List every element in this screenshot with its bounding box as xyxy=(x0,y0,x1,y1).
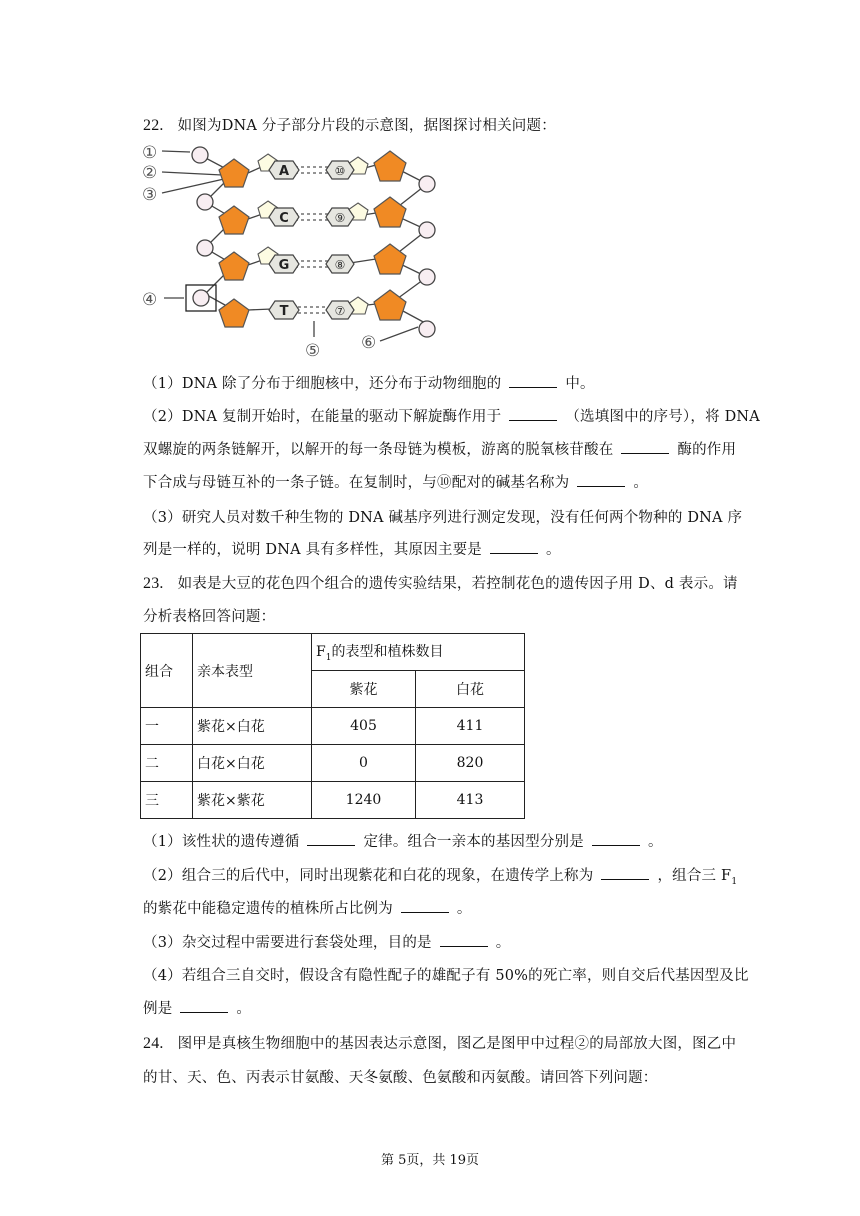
base-right-7: ⑦ xyxy=(334,304,346,318)
answer-blank[interactable] xyxy=(577,474,625,487)
q24-number: 24. xyxy=(143,1035,164,1052)
phosphate-right-2 xyxy=(419,222,435,238)
q23-part4-line1 xyxy=(143,964,749,985)
phosphate-left-4 xyxy=(193,290,209,306)
q23-stem-text: 如表是大豆的花色四个组合的遗传实验结果，若控制花色的遗传因子用 D、d 表示。请 xyxy=(177,576,738,592)
table-row xyxy=(141,708,525,745)
q22-stem-text: 如图为DNA 分子部分片段的示意图，据图探讨相关问题： xyxy=(177,118,556,134)
q23-part1 xyxy=(143,830,663,851)
dna-diagram xyxy=(140,137,450,362)
answer-blank[interactable] xyxy=(307,833,355,846)
base-right-10: ⑩ xyxy=(334,164,346,178)
sugar-left-4 xyxy=(219,299,249,327)
q23-p2-end: 。 xyxy=(456,901,472,917)
header-f1-sub: 1 xyxy=(325,652,332,663)
q23-stem-line1 xyxy=(143,572,738,593)
q23-stem-text-2: 分析表格回答问题： xyxy=(143,609,276,625)
q22-part3-line2 xyxy=(143,538,561,559)
cell-parents: 白花×白花 xyxy=(193,745,312,782)
q22-stem xyxy=(143,114,556,135)
cell-group: 一 xyxy=(141,708,193,745)
answer-blank[interactable] xyxy=(180,1000,228,1013)
q23-p4-end: 。 xyxy=(236,1001,252,1017)
answer-blank[interactable] xyxy=(509,408,557,421)
sugar-left-2 xyxy=(219,206,249,234)
header-white: 白花 xyxy=(416,671,525,708)
callout-3: ③ xyxy=(142,185,158,205)
q22-p2-text-d: 酶的作用 xyxy=(677,442,737,458)
cell-purple: 405 xyxy=(312,708,416,745)
q22-number: 22. xyxy=(143,117,164,134)
q22-p3-text-b: 列是一样的，说明 DNA 具有多样性，其原因主要是 xyxy=(143,542,483,558)
base-left-3: G xyxy=(278,258,290,273)
sugar-right-3 xyxy=(374,244,406,274)
results-table xyxy=(140,633,525,819)
phosphate-left-1 xyxy=(192,147,208,163)
phosphate-right-4 xyxy=(419,321,435,337)
q22-p1-text: （1）DNA 除了分布于细胞核中，还分布于动物细胞的 xyxy=(143,376,502,392)
q22-part1 xyxy=(143,372,595,393)
q22-p2-text-c: 双螺旋的两条链解开，以解开的每一条母链为模板，游离的脱氧核苷酸在 xyxy=(143,442,614,458)
cell-white: 411 xyxy=(416,708,525,745)
q22-p3-text: （3）研究人员对数千种生物的 DNA 碱基序列进行测定发现，没有任何两个物种的 DNA 序 xyxy=(143,510,743,526)
q23-p3-text: （3）杂交过程中需要进行套袋处理，目的是 xyxy=(143,935,432,951)
phosphate-left-3 xyxy=(197,240,213,256)
q23-p2-sub: 1 xyxy=(731,876,738,887)
q24-text-1: 图甲是真核生物细胞中的基因表达示意图，图乙是图甲中过程②的局部放大图，图乙中 xyxy=(177,1036,737,1052)
sugar-left-3 xyxy=(219,252,249,280)
answer-blank[interactable] xyxy=(601,867,649,880)
base-left-4: T xyxy=(279,304,289,319)
q23-p1-text-a: （1）该性状的遗传遵循 xyxy=(143,834,300,850)
cell-purple: 1240 xyxy=(312,782,416,819)
table-row xyxy=(141,782,525,819)
q22-part3-line1 xyxy=(143,506,742,527)
q23-p1-text-b: 定律。组合一亲本的基因型分别是 xyxy=(363,834,584,850)
q22-p2-text-a: （2）DNA 复制开始时，在能量的驱动下解旋酶作用于 xyxy=(143,409,502,425)
callout-5: ⑤ xyxy=(305,341,321,361)
base-left-2: C xyxy=(279,211,289,226)
q24-line1 xyxy=(143,1032,736,1053)
answer-blank[interactable] xyxy=(509,375,557,388)
header-purple: 紫花 xyxy=(312,671,416,708)
answer-blank[interactable] xyxy=(401,900,449,913)
answer-blank[interactable] xyxy=(592,833,640,846)
q23-stem-line2 xyxy=(143,605,275,626)
answer-blank[interactable] xyxy=(621,441,669,454)
header-group: 组合 xyxy=(141,634,193,708)
q23-part2-line2 xyxy=(143,897,472,918)
q22-part2-line1 xyxy=(143,405,760,426)
answer-blank[interactable] xyxy=(490,541,538,554)
page-footer: 第 5页，共 19页 xyxy=(380,1153,480,1168)
q23-p4-text-b: 例是 xyxy=(143,1001,173,1017)
header-f1-f: F xyxy=(316,644,326,661)
base-right-9: ⑨ xyxy=(334,211,346,225)
callout-2: ② xyxy=(142,163,158,183)
q22-p2-text-e: 下合成与母链互补的一条子链。在复制时，与⑩配对的碱基名称为 xyxy=(143,475,570,491)
header-f1 xyxy=(312,634,525,671)
sugar-right-2 xyxy=(374,197,406,227)
cell-group: 二 xyxy=(141,745,193,782)
header-parents: 亲本表型 xyxy=(193,634,312,708)
q24-line2 xyxy=(143,1066,658,1087)
base-right-8: ⑧ xyxy=(334,258,346,272)
callout-1: ① xyxy=(142,143,158,163)
q22-p2-text-b: （选填图中的序号），将 DNA xyxy=(565,409,760,425)
q22-p3-end: 。 xyxy=(546,542,561,558)
answer-blank[interactable] xyxy=(440,934,488,947)
q23-part4-line2 xyxy=(143,997,251,1018)
phosphate-right-3 xyxy=(419,269,435,285)
q23-p2-text-b: ，组合三 F xyxy=(657,868,732,884)
sugar-right-1 xyxy=(374,151,406,181)
q23-part3 xyxy=(143,931,510,952)
q23-p4-text: （4）若组合三自交时，假设含有隐性配子的雄配子有 50%的死亡率，则自交后代基因型及比 xyxy=(143,968,749,984)
callout-6: ⑥ xyxy=(361,333,377,353)
callout-4: ④ xyxy=(142,290,158,310)
q22-part2-line3 xyxy=(143,471,648,492)
q23-number: 23. xyxy=(143,575,164,592)
table-row xyxy=(141,745,525,782)
q24-text-2: 的甘、天、色、丙表示甘氨酸、天冬氨酸、色氨酸和丙氨酸。请回答下列问题： xyxy=(143,1070,658,1086)
cell-white: 413 xyxy=(416,782,525,819)
cell-white: 820 xyxy=(416,745,525,782)
header-f1-rest: 的表型和植株数目 xyxy=(331,644,444,661)
sugar-left-1 xyxy=(219,159,249,187)
q23-p3-end: 。 xyxy=(495,935,511,951)
q23-p2-text-a: （2）组合三的后代中，同时出现紫花和白花的现象，在遗传学上称为 xyxy=(143,868,594,884)
sugar-right-4 xyxy=(374,290,406,320)
phosphate-right-1 xyxy=(419,176,435,192)
q23-p2-text-c: 的紫花中能稳定遗传的植株所占比例为 xyxy=(143,901,393,917)
q23-p1-end: 。 xyxy=(647,834,663,850)
q22-part2-line2 xyxy=(143,438,736,459)
cell-group: 三 xyxy=(141,782,193,819)
cell-parents: 紫花×白花 xyxy=(193,708,312,745)
cell-purple: 0 xyxy=(312,745,416,782)
base-left-1: A xyxy=(278,164,290,179)
phosphate-left-2 xyxy=(197,194,213,210)
q23-part2-line1 xyxy=(143,864,737,887)
q22-p1-end: 中。 xyxy=(565,376,595,392)
cell-parents: 紫花×紫花 xyxy=(193,782,312,819)
q22-p2-text-f: 。 xyxy=(633,475,649,491)
